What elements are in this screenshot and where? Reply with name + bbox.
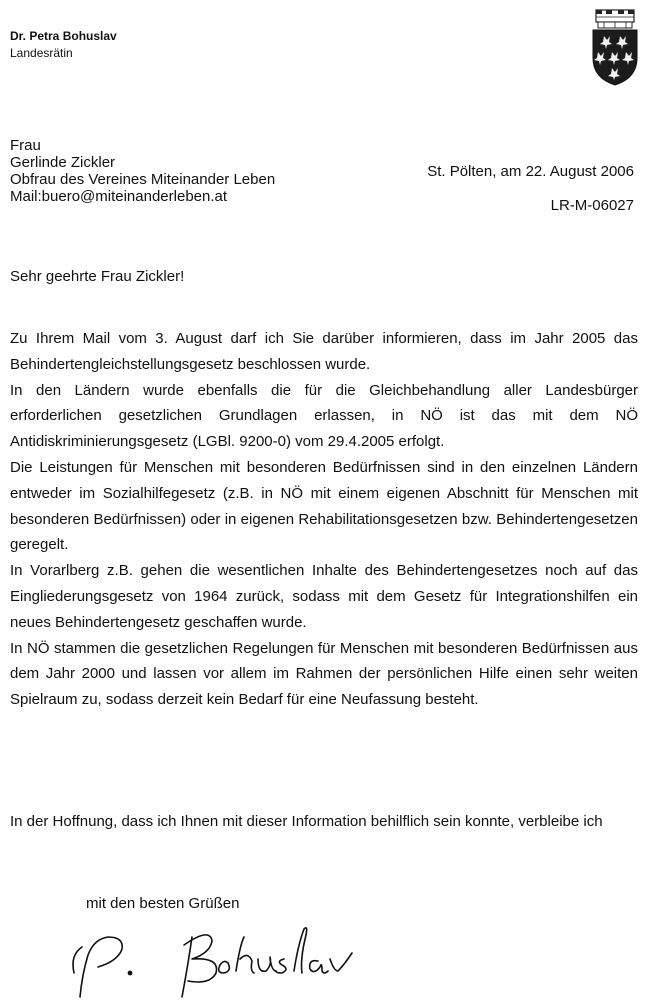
coat-of-arms-icon — [590, 8, 640, 86]
body-paragraph: Die Leistungen für Menschen mit besonderen Bedürfnissen sind in den einzelnen Ländern entweder im Sozialhilfegesetz (z.B. in NÖ mit einem eigenen Abschnitt für Menschen mit besonderen Bedürfnissen) oder in eigenen Rehabilitationsgesetzen bzw. Behindertengesetzen geregelt. — [10, 458, 638, 554]
letter-body — [10, 326, 638, 713]
body-paragraph: In den Ländern wurde ebenfalls die für die Gleichbehandlung aller Landesbürger erforderlichen gesetzlichen Grundlagen erlassen, in NÖ ist das mit dem NÖ Antidiskriminierungsgesetz (LGBl. 9200-0) vom 29.4.2005 erfolgt. — [10, 381, 638, 451]
body-paragraph: In Vorarlberg z.B. gehen die wesentlichen Inhalte des Behindertengesetzes noch auf das Eingliederungsgesetz von 1964 zurück, sodass mit dem Gesetz für Integrationshilfen ein neues Behindertengesetz geschaffen wurde. — [10, 562, 638, 631]
recipient-line: Frau — [10, 137, 41, 154]
recipient-line: Obfrau des Vereines Miteinander Leben — [10, 171, 276, 188]
reference-number: LR-M-06027 — [550, 197, 634, 214]
regards: mit den besten Grüßen — [86, 895, 240, 912]
recipient-line: Gerlinde Zickler — [10, 154, 116, 171]
letter-meta — [427, 163, 634, 215]
sender-block — [10, 28, 117, 62]
place-date: St. Pölten, am 22. August 2006 — [427, 163, 634, 180]
body-paragraph: Zu Ihrem Mail vom 3. August darf ich Sie darüber informieren, dass im Jahr 2005 das Behindertengleichstellungsgesetz beschlossen wurde. — [10, 330, 638, 373]
closing-paragraph: In der Hoffnung, dass ich Ihnen mit dieser Information behilflich sein konnte, verbleibe ich — [10, 813, 603, 830]
sender-role: Landesrätin — [10, 46, 73, 60]
sender-name: Dr. Petra Bohuslav — [10, 29, 117, 43]
salutation: Sehr geehrte Frau Zickler! — [10, 268, 185, 285]
signature — [60, 915, 360, 1000]
recipient-line: Mail:buero@miteinanderleben.at — [10, 188, 228, 205]
recipient-address — [10, 137, 275, 205]
body-paragraph: In NÖ stammen die gesetzlichen Regelungen für Menschen mit besonderen Bedürfnissen aus dem Jahr 2000 und lassen vor allem im Rahmen der persönlichen Hilfe einen sehr weiten Spielraum zu, sodass derzeit kein Bedarf für eine Neufassung besteht. — [10, 639, 638, 709]
